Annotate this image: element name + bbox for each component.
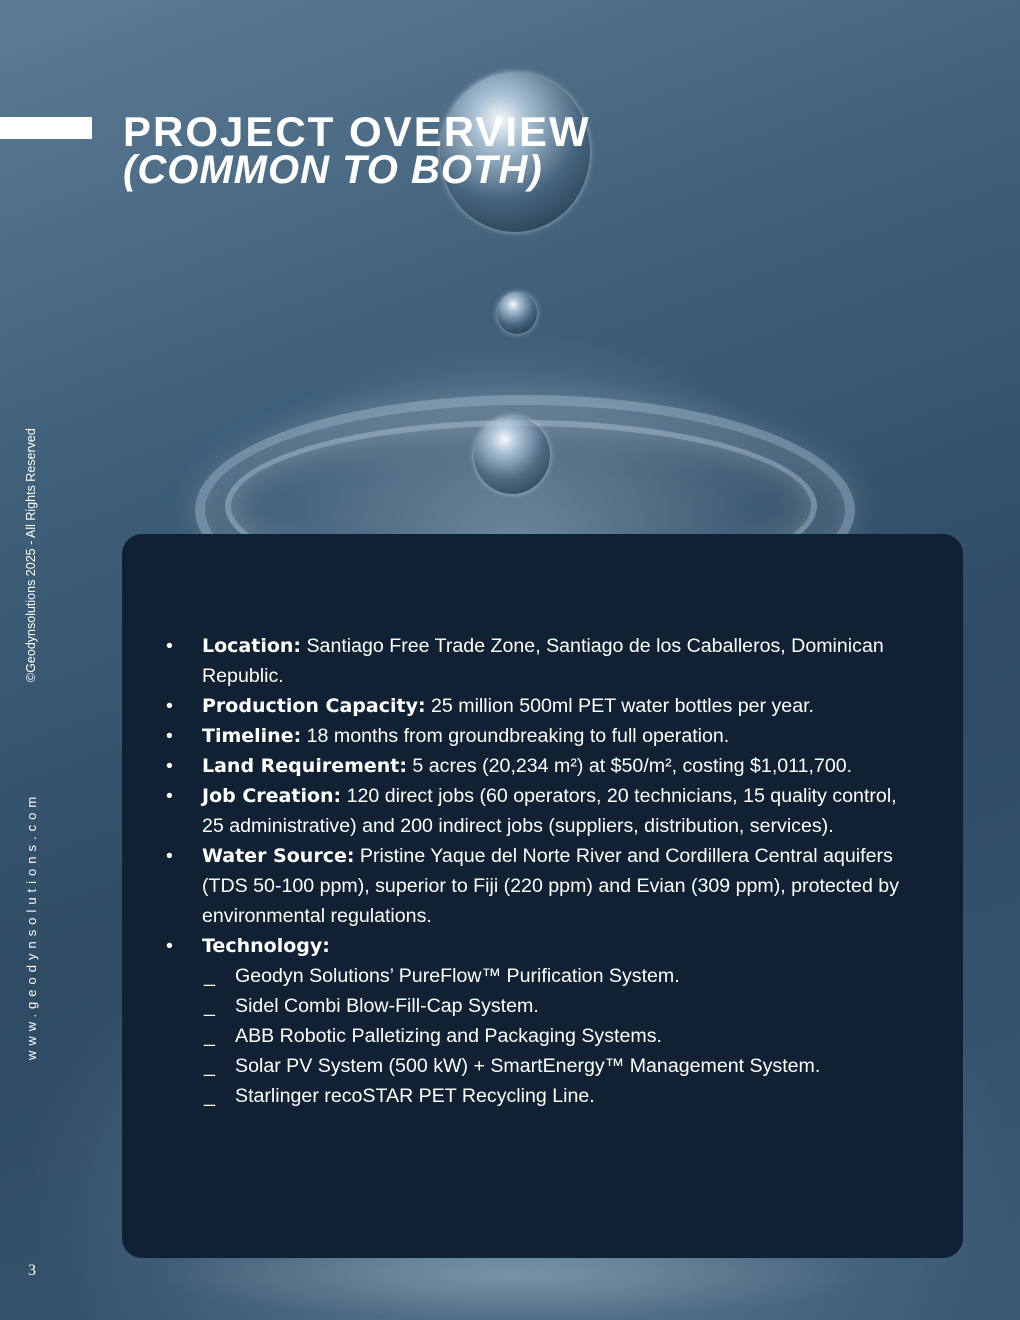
list-item-technology xyxy=(166,931,923,1111)
item-label: Job Creation: xyxy=(202,785,342,807)
item-text: 18 months from groundbreaking to full operation. xyxy=(301,725,730,747)
item-label: Water Source: xyxy=(202,845,355,867)
technology-item-text: Geodyn Solutions’ PureFlow™ Purification System. xyxy=(235,965,680,987)
dash-icon: _ xyxy=(204,965,215,987)
technology-sublist xyxy=(166,961,923,1111)
medium-water-drop-image xyxy=(474,416,550,494)
item-label: Production Capacity: xyxy=(202,695,426,717)
technology-item-text: Solar PV System (500 kW) + SmartEnergy™ Management System. xyxy=(235,1055,821,1077)
technology-item-text: Sidel Combi Blow-Fill-Cap System. xyxy=(235,995,539,1017)
copyright-notice: ©Geodynsolutions 2025 - All Rights Reserved xyxy=(24,428,38,682)
item-label: Land Requirement: xyxy=(202,755,407,777)
list-item-timeline xyxy=(166,721,923,751)
bullet-icon: • xyxy=(166,695,173,717)
website-link[interactable]: www.geodynsolutions.com xyxy=(24,791,39,1060)
bullet-icon: • xyxy=(166,785,173,807)
technology-item xyxy=(166,991,923,1021)
technology-item-text: Starlinger recoSTAR PET Recycling Line. xyxy=(235,1085,595,1107)
dash-icon: _ xyxy=(204,995,215,1017)
page-subtitle: (COMMON TO BOTH) xyxy=(123,148,543,192)
page-number: 3 xyxy=(28,1262,36,1279)
bullet-icon: • xyxy=(166,755,173,777)
dash-icon: _ xyxy=(204,1085,215,1107)
list-item-production-capacity xyxy=(166,691,923,721)
item-text: 5 acres (20,234 m²) at $50/m², costing $1,011,700. xyxy=(406,755,853,777)
title-accent-bar xyxy=(0,117,92,139)
technology-item xyxy=(166,1021,923,1051)
dash-icon: _ xyxy=(204,1025,215,1047)
overview-list xyxy=(166,631,923,1111)
technology-item xyxy=(166,1081,923,1111)
list-item-land-requirement xyxy=(166,751,923,781)
dash-icon: _ xyxy=(204,1055,215,1077)
item-text: 120 direct jobs (60 operators, 20 technicians, 15 quality control, 25 administrative) and 200 indirect jobs (suppliers, distribution, services). xyxy=(202,785,897,837)
bullet-icon: • xyxy=(166,935,173,957)
page-title: PROJECT OVERVIEW xyxy=(123,108,591,155)
overview-card xyxy=(122,534,963,1258)
bullet-icon: • xyxy=(166,725,173,747)
item-label: Timeline: xyxy=(202,725,302,747)
list-item-water-source xyxy=(166,841,923,931)
item-text: Pristine Yaque del Norte River and Cordillera Central aquifers (TDS 50-100 ppm), superior to Fiji (220 ppm) and Evian (309 ppm), protected by environmental regulations. xyxy=(202,845,899,927)
item-text: Santiago Free Trade Zone, Santiago de los Caballeros, Dominican Republic. xyxy=(202,635,884,687)
technology-item-text: ABB Robotic Palletizing and Packaging Systems. xyxy=(235,1025,662,1047)
item-label: Location: xyxy=(202,635,302,657)
bullet-icon: • xyxy=(166,635,173,657)
bullet-icon: • xyxy=(166,845,173,867)
small-water-drop-image xyxy=(497,292,537,334)
technology-item xyxy=(166,1051,923,1081)
item-text: 25 million 500ml PET water bottles per year. xyxy=(425,695,814,717)
list-item-job-creation xyxy=(166,781,923,841)
technology-item xyxy=(166,961,923,991)
list-item-location xyxy=(166,631,923,691)
item-label: Technology: xyxy=(202,935,330,957)
